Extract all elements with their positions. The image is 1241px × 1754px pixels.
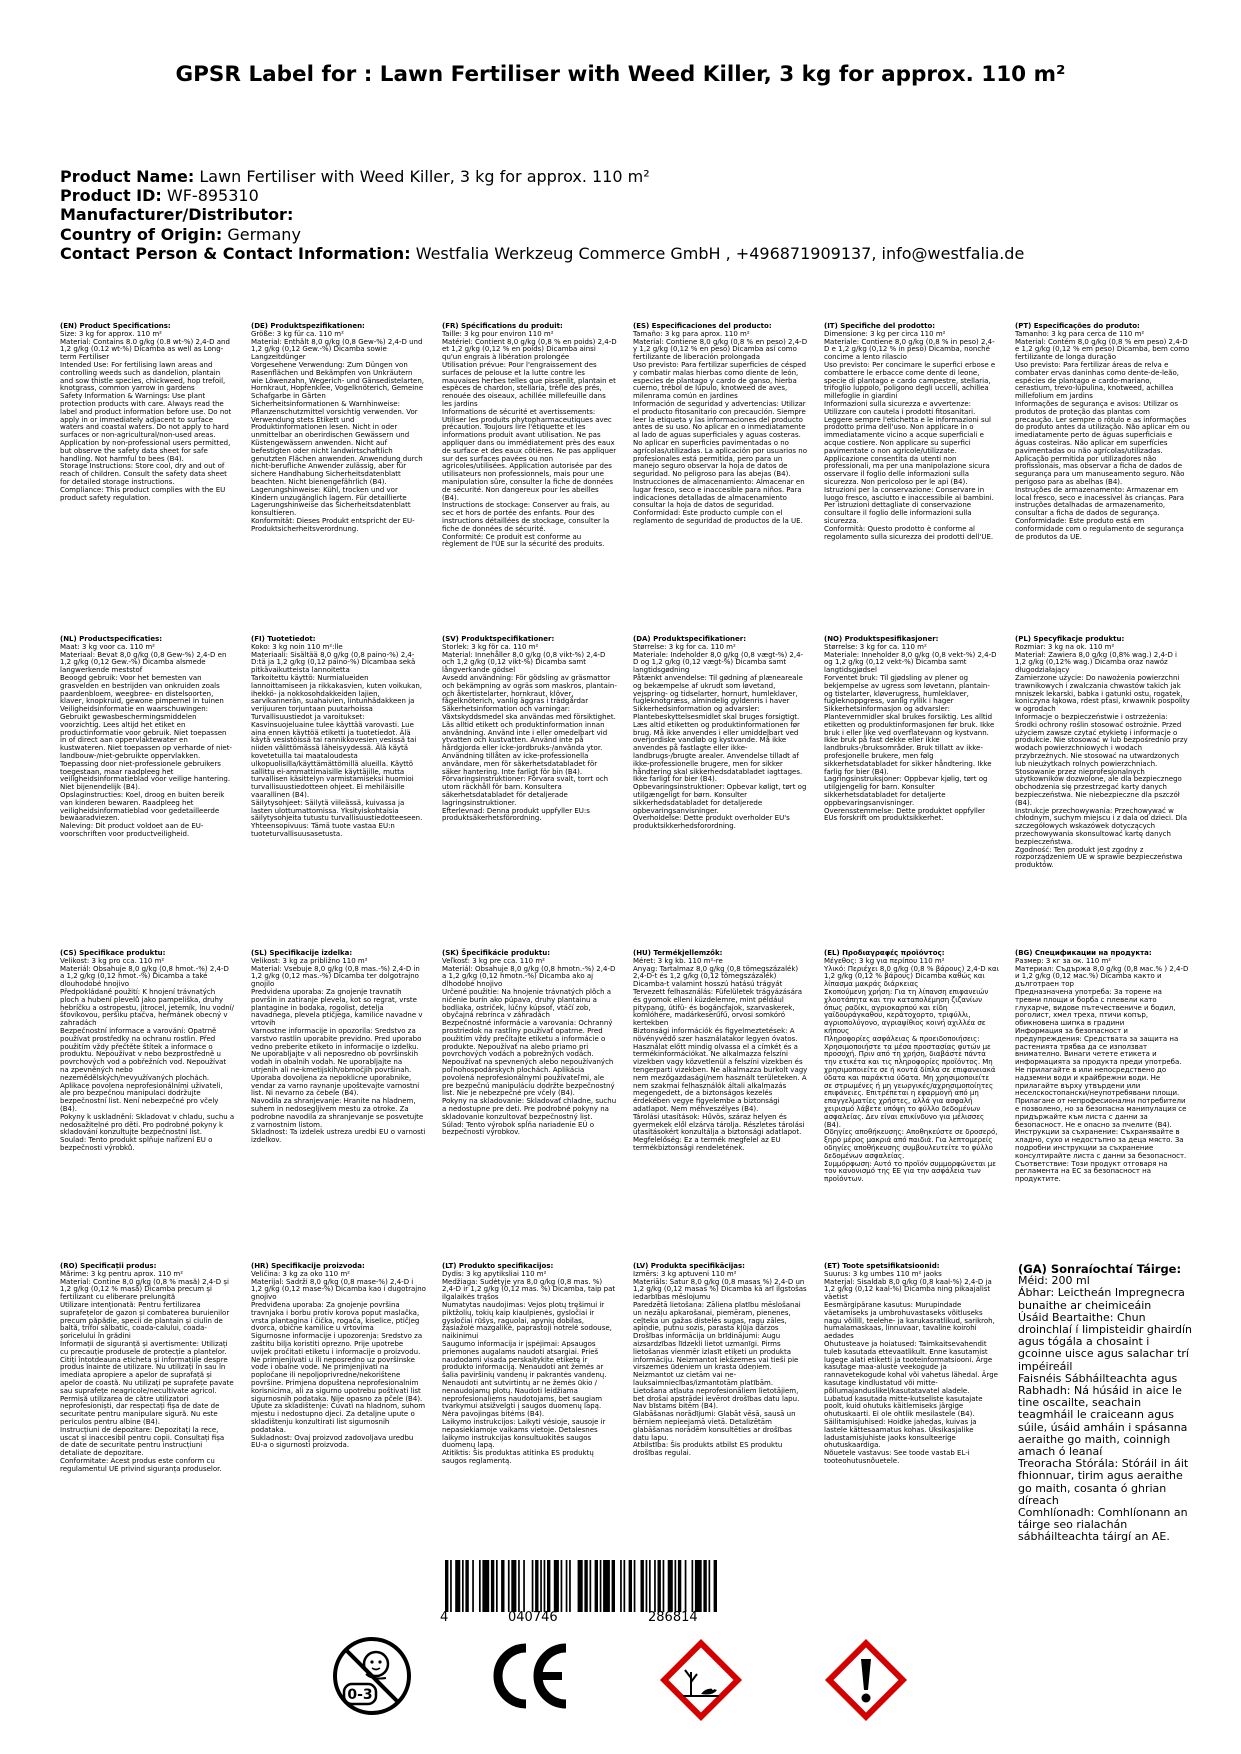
barcode-bar xyxy=(455,1560,460,1612)
product-id-value: WF-895310 xyxy=(166,186,259,206)
barcode-bar xyxy=(646,1560,648,1612)
barcode-bar xyxy=(624,1560,626,1612)
section-pt xyxy=(1015,322,1190,541)
section-title: (NO) Produktspesifikasjoner: xyxy=(824,635,939,643)
section-title: (SK) Špecifikácie produktu: xyxy=(442,949,551,957)
section-body: Størrelse: 3 kg for ca. 110 m² Materiale: Inneholder 8,0 g/kg (0,8 vekt-%) 2,4-D og 1,2 g/kg (0,12 vekt-%) Dicamba samt langtidsgjødsel Forventet bruk: Til gjødsling av plener og bekjempelse av ugress som løvetann, plantain- og tistelarter, kløverugress, humleklaver, fugleknoppgress, vanlig ryllik i hager Sikkerhetsinformasjon og advarsler: Plantevernmidler skal brukes forsiktig. Les alltid etiketten og produktinformasjonen før bruk. Ikke bruk i eller like ved overflatevann og kystvann. Ikke bruk på fast dekke eller ikke landbruks-/bruksområder. Bruk tillatt av ikke-profesjonelle brukere, men følg sikkerhetsdatabladet for sikker håndtering. Ikke farlig for bier (B4). Lagringsinstruksjoner: Oppbevar kjølig, tørt og utilgjengelig for barn. Konsulter sikkerhetsdatabladet for detaljerte oppbevaringsanvisninger. Overensstemmelse: Dette produktet oppfyller EUs forskrift om produktsikkerhet. xyxy=(824,642,997,823)
section-bg xyxy=(1015,950,1190,1250)
barcode-bar xyxy=(678,1560,681,1612)
section-title: (LV) Produkta specifikācijas: xyxy=(633,1262,745,1270)
barcode-bar xyxy=(554,1560,559,1612)
product-name-row xyxy=(60,167,1190,186)
section-lv xyxy=(633,1263,808,1543)
barcode-bar xyxy=(634,1560,636,1612)
section-body: Velikost: 3 kg pro cca. 110 m² Materiál: Obsahuje 8,0 g/kg (0,8 hmot.-%) 2,4-D a 1,2 g/kg (0,12 hmot.-%) Dicamba a také dlouhodobé hnojivo Předpokládané použití: K hnojení trávnatých ploch a hubení plevelů jako pampeliška, druhy hebríčku a ostropestu, jitrocel, jetemík, lnu vodní/šťovíkovou, peršiku ptačva, heřmánek obecný v zahradách Bezpečnostní informace a varování: Opatrně používat prostředky na ochranu rostlin. Před použitím vždy přečtěte štítek a informace o produktu. Nepoužívat v nebo bezprostředně u povrchových vod a pobřežních vod. Nepoužívat na zpevněných nebo nezemědělských/nevyužívaných plochách. Aplikace povolena neprofesionálními uživateli, ale pro bezpečnou manipulaci dodržujte bezpečnostní list. Není nebezpečné pro včely (B4). Pokyny k uskladnění: Skladovat v chladu, suchu a nedosažitelné pro děti. Pro podrobné pokyny k skladování konzultujte bezpečnostní list. Soulad: Tento produkt splňuje nařízení EU o bezpečnosti výrobků. xyxy=(60,956,235,1152)
section-pl xyxy=(1015,636,1190,871)
contact-value: Westfalia Werkzeug Commerce GmbH , +496871909137, info@westfalia.de xyxy=(415,243,1025,263)
barcode-bar xyxy=(472,1560,474,1612)
barcode-bar xyxy=(600,1560,602,1612)
section-body: Veličina: 3 kg za oko 110 m² Materijal: Sadrži 8,0 g/kg (0,8 mase-%) 2,4-D i 1,2 g/kg (0,12 mase-%) Dicamba kao i dugotrajno gnojivo Predviđena uporaba: Za gnojenje površina travnjaka i borbu protiv korova poput maslačka, vrsta plantagina i čička, rogača, kiselice, ptičjeg dvorca, obične kamilice u vrtovima Sigurnosne informacije i upozorenja: Sredstvo za zaštitu bilja koristiti oprezno. Prije upotrebe uvijek pročitati etiketu i informacije o proizvodu. Ne primjenjivati u ili neposredno uz površinske vode i obalne vode. Ne primjenjivati na popločane ili nepoljoprivredne/nekorištene površine. Primjena dopuštena neprofesionalnim korisnicima, ali za sigurno upotrebu poštivati list sigurnosnih podataka. Nije opasno za pčele (B4). Upute za skladištenje: Čuvati na hladnom, suhom mjestu i nedostupno djeci. Za detaljne upute o skladištenju konzultirati list sigurnosnih podataka. Sukladnost: Ovaj proizvod zadovoljava uredbu EU-a o sigurnosti proizvoda. xyxy=(251,1269,426,1450)
section-it xyxy=(824,322,999,541)
barcode-bar xyxy=(654,1560,656,1612)
section-title: (DA) Produktspecifikationer: xyxy=(633,635,747,643)
section-el xyxy=(824,950,999,1250)
section-de xyxy=(251,322,426,533)
not-for-children-0-3-icon xyxy=(330,1634,414,1718)
section-body: Tamanho: 3 kg para cerca de 110 m² Material: Contém 8,0 g/kg (0,8 % em peso) 2,4-D e 1,2 g/kg (0,12 % em peso) Dicamba, bem como fertilizante de longa duração Uso previsto: Para fertilizar áreas de relva e combater ervas daninhas como dente-de-leão, espécies de plantago e cardo-mariano, cerastium, trevo-lúpulina, knotweed, achillea millefolium em jardins Informações de segurança e avisos: Utilizar os produtos de proteção das plantas com precaução. Ler sempre o rótulo e as informações do produto antes da utilização. Não aplicar em ou imediatamente perto de águas superficiais e águas costeiras. Não aplicar em superfícies pavimentadas ou não agrícolas/utilizadas. Aplicação permitida por utilizadores não profissionais, mas observar a ficha de dados de segurança para um manuseamento seguro. Não perigoso para as abelhas (B4). Instruções de armazenamento: Armazenar em local fresco, seco e inacessível às crianças. Para instruções detalhadas de armazenamento, consultar a ficha de dados de segurança. Conformidade: Este produto está em conformidade com o regulamento de segurança de produtos da UE. xyxy=(1015,329,1190,541)
barcode-bar xyxy=(578,1560,583,1612)
barcode-bar xyxy=(462,1560,464,1612)
barcode-bar xyxy=(584,1560,587,1612)
section-title: (ES) Especificaciones del producto: xyxy=(633,322,772,330)
section-body: Méret: 3 kg kb. 110 m²-re Anyag: Tartalmaz 8,0 g/kg (0,8 tömegszázalék) 2,4-D-t és 1,2 g/kg (0,12 tömegszázalék) Dicamba-t valamint hosszú hatású trágyát Tervezett felhasználás: Füfelületek trágyázására és gyomok elleni küzdelemre, mint például pitypang, útifü- és bogáncfajok, szarvaskerek, komlóhere, madárkeserűfű, orvosi somkóró kertekben Biztonsági információk és figyelmeztetések: A növényvédő szer használatakor legyen óvatos. Használat előtt mindig olvassa el a címkét és a termékinformációkat. Ne alkalmazza felszíni vizekben vagy közvetlenül a felszíni vizekben és tengerparti vizekben. Ne alkalmazza burkolt vagy nem mezőgazdasági/nem használt területeken. A nem szakmai felhasználók általi alkalmazás megengedett, de a biztonságos kezelés érdekében vegye figyelembe a biztonsági adatlapot. Nem méhveszélyes (B4). Tárolási utasítások: Hűvös, száraz helyen és gyermekek elől elzárva tárolja. Részletes tárolási utasításokért konzultálja a biztonsági adatlapot. Megfelelőség: Ez a termék megfelel az EU termékbiztonsági rendeletének. xyxy=(633,956,808,1152)
barcode-bar xyxy=(668,1560,673,1612)
barcode-digits-right: 286814 xyxy=(648,1610,698,1625)
section-title: (DE) Produktspezifikationen: xyxy=(251,322,365,330)
barcode-bar xyxy=(692,1560,694,1612)
section-title: (CS) Specifikace produktu: xyxy=(60,949,166,957)
product-name-value: Lawn Fertiliser with Weed Killer, 3 kg for approx. 110 m² xyxy=(199,167,650,186)
barcode-digit-first: 4 xyxy=(440,1610,449,1625)
barcode-bar xyxy=(649,1560,651,1612)
country-label: Country of Origin: xyxy=(60,224,223,244)
section-body: Size: 3 kg for approx. 110 m² Material: Contains 8.0 g/kg (0.8 wt-%) 2,4-D and 1,2 g/kg (0.12 wt-%) Dicamba as well as Long-term Fertiliser Intended Use: For fertilising lawn areas and controlling weeds such as dandelion, plantain and sow thistle species, chickweed, hop trefoil, knotgrass, common yarrow in gardens Safety Information & Warnings: Use plant protection products with care. Always read the label and product information before use. Do not apply in or immediately adjacent to surface waters and coastal waters. Do not apply to hard surfaces or non-agricultural/non-used areas. Application by non-professional users permitted, but observe the safety data sheet for safe handling. Not harmful to bees (B4). Storage Instructions: Store cool, dry and out of reach of children. Consult the safety data sheet for detailed storage instructions. Compliance: This product complies with the EU product safety regulation. xyxy=(60,329,232,502)
barcode-bar xyxy=(523,1560,525,1612)
section-sk xyxy=(442,950,617,1250)
section-title: (PL) Specyfikacje produktu: xyxy=(1015,635,1125,643)
section-title: (PT) Especificações do produto: xyxy=(1015,322,1140,330)
section-no xyxy=(824,636,999,871)
section-body: Maat: 3 kg voor ca. 110 m² Materiaal: Bevat 8,0 g/kg (0,8 Gew-%) 2,4-D en 1,2 g/kg (0,12 Gew.-%) Dicamba alsmede langwerkende meststof Beoogd gebruik: Voor het bemesten van grasvelden en bestrijden van onkruiden zoals paardenbloem, weegbree- en distelsoorten, klaver, knopkruid, gewone pimpernel in tuinen Veiligheidsinformatie en waarschuwingen: Gebruikt gewasbeschermingsmiddelen voorzichtig. Lees altijd het etiket en productinformatie voor gebruik. Niet toepassen in of direct aan oppervlaktewater en kustwateren. Niet toepassen op verharde of niet-landbouw-/niet-gebruikte oppervlakken. Toepassing door niet-professionele gebruikers toegestaan, maar raadpleeg het veiligheidsinformatieblad voor veilige hantering. Niet bijenendelijk (B4). Opslaginstructies: Koel, droog en buiten bereik van kinderen bewaren. Raadpleeg het veiligheidsinformatieblad voor gedetailleerde bewaaradviezen. Naleving: Dit product voldoet aan de EU-voorschriften voor productveiligheid. xyxy=(60,642,232,838)
section-body: Velikost: 3 kg za približno 110 m² Material: Vsebuje 8,0 g/kg (0,8 mas.-%) 2,4-D in 1,2 g/kg (0,12 mas.-%) Dicamba ter dolgotrajno gnojilo Predvidena uporaba: Za gnojenje travnatih površin in zatiranje plevela, kot so regrat, vrste plantagine in bodaka, rogolist, detelja navadnega, plevela ptičjega, kamilice navadne v vrtovih Varnostne informacije in opozorila: Sredstvo za varstvo rastlin uporabite previdno. Pred uporabo vedno preberite etiketo in informacije o izdelku. Ne uporabljajte v ali neposredno ob površinskih vodah in obalnih vodah. Ne uporabljajte na utrjenih ali ne-kmetijskih/območjih površinah. Uporaba dovoljena za nepoklicne uporabnike, vendar za varno ravnanje upoštevajte varnostni list. Ni nevarno za čebele (B4). Navodila za shranjevanje: Hranite na hladnem, suhem in nedosegljivem mestu za otroke. Za podrobne navodila za shranjevanje se posvetujte z varnostnim listom. Skladnost: Ta izdelek ustreza uredbi EU o varnosti izdelkov. xyxy=(251,956,426,1145)
ghs09-environment-hazard-icon xyxy=(655,1634,747,1726)
barcode-bar xyxy=(479,1560,481,1612)
barcode-bar xyxy=(518,1560,520,1612)
section-body: Størrelse: 3 kg for ca. 110 m² Materiale: Indeholder 8,0 g/kg (0,8 vægt-%) 2,4-D og 1,2 g/kg (0,12 vægt-%) Dicamba samt langtidsgødning Påtænkt anvendelse: Til gødning af plæneareale og bekæmpelse af ukrudt som løvetand, vejspring- og tidselarter, hornurt, humleklaver, fugleknotgræss, almindelig gyldenris i haver Sikkerhedsinformation og advarsler: Plantebeskyttelsesmidlet skal bruges forsigtigt. Læs altid etiketten og produktinformationen før brug. Må ikke anvendes i eller umiddelbart ved overjordiske vandløb og kystvande. Må ikke anvendes på fastlagte eller ikke-landbrugs-/brugte arealer. Anvendelse tilladt af ikke-professionelle brugere, men for sikker håndtering skal sikkerhedsdatabladet iagttages. Ikke farligt for bier (B4). Opbevaringsinstruktioner: Opbevar køligt, tørt og utilgængeligt for børn. Konsulter sikkerhedsdatabladet for detaljerede opbevaringsanvisninger. Overholdelse: Dette produkt overholder EU's produktsikkerhedsforordning. xyxy=(633,642,807,831)
manufacturer-row xyxy=(60,205,1190,224)
barcode-bar xyxy=(482,1560,489,1612)
section-title: (RO) Specificații produs: xyxy=(60,1262,157,1270)
barcode-bar xyxy=(547,1560,550,1612)
barcode-bar xyxy=(641,1560,644,1612)
manufacturer-label: Manufacturer/Distributor: xyxy=(60,205,294,225)
section-hr xyxy=(251,1263,426,1543)
section-body: Koko: 3 kg noin 110 m²:lle Materiaali: Sisältää 8,0 g/kg (0,8 paino-%) 2,4-D:tä ja 1,2 g/kg (0,12 paino-%) Dicambaa sekä pitkävaikutteista lannoitetta Tarkoitettu käyttö: Nurmialueiden lannoittamiseen ja rikkakasvien, kuten voikukan, ihekkö- ja nokkosohdakkeiden lajien, sarvikannerän, suahaivien, lintunhädakkeen ja verijuuren torjuntaan puutarhoissa Turvallisuustiedot ja varoitukset: Kasvinsuojeluaine tulee käyttää varovasti. Lue aina ennen käyttöä etiketti ja tuotetiedot. Älä käytä vesistöissä tai rannikkovesien vesissä tai niiden välittömässä läheisyydessä. Älä käytä kovetetuilla tai maataloudesta ulkopuolisilla/käyttämättömillä alueilla. Käyttö sallittu ei-ammattimaisille käyttäjille, mutta turvallisen käsittelyn varmistamiseksi huomioi turvallisuustiedotteen ohjeet. Ei mehiläisille vaarallinen (B4). Säilytysohjeet: Säilytä viileässä, kuivassa ja lasten ulottumattomissa. Yksityiskohtaisia säilytysohjeita tutustu turvallisuustiedotteeseen. Yhteensopivuus: Tämä tuote vastaa EU:n tuoteturvallisuusasetusta. xyxy=(251,642,423,838)
barcode-bar xyxy=(620,1560,622,1612)
barcode-bar xyxy=(501,1560,504,1612)
barcode-bar xyxy=(612,1560,615,1612)
section-sl xyxy=(251,950,426,1250)
section-title: (HU) Termékjellemzők: xyxy=(633,949,723,957)
section-hu xyxy=(633,950,808,1250)
barcode-bar xyxy=(709,1560,711,1612)
section-et xyxy=(824,1263,999,1543)
barcode-bar xyxy=(629,1560,632,1612)
barcode-bar xyxy=(535,1560,538,1612)
barcode-bar xyxy=(658,1560,661,1612)
section-da xyxy=(633,636,808,871)
barcode-bar xyxy=(491,1560,494,1612)
section-body: Taille: 3 kg pour environ 110 m² Matériel: Contient 8,0 g/kg (0,8 % en poids) 2,4-D et 1,2 g/kg (0,12 % en poids) Dicamba ainsi qu'un engrais à libération prolongée Utilisation prévue: Pour l'engraissement des surfaces de pelouse et la lutte contre les mauvaises herbes telles que pissenlit, plantain et espèces de chardon, stellaria, trèfle des prés, renouée des oiseaux, achillée millefeuille dans les jardins Informations de sécurité et avertissements: Utiliser les produits phytopharmaceutiques avec précaution. Toujours lire l'étiquette et les informations produit avant utilisation. Ne pas appliquer dans ou immédiatement près des eaux de surface et des eaux côtières. Ne pas appliquer sur des surfaces pavées ou non agricoles/utilisées. Application autorisée par des utilisateurs non professionnels, mais pour une manipulation sûre, consulter la fiche de données de sécurité. Non dangereux pour les abeilles (B4). Instructions de stockage: Conserver au frais, au sec et hors de portée des enfants. Pour des instructions détaillées de stockage, consulter la fiche de données de sécurité. Conformité: Ce produit est conforme au règlement de l'UE sur la sécurité des produits. xyxy=(442,329,617,549)
product-id-label: Product ID: xyxy=(60,186,162,206)
ghs07-exclamation-mark-icon xyxy=(820,1634,912,1726)
section-ro xyxy=(60,1263,235,1543)
page-title: GPSR Label for : Lawn Fertiliser with Weed Killer, 3 kg for approx. 110 m² xyxy=(175,62,1066,87)
section-title: (NL) Productspecificaties: xyxy=(60,635,163,643)
barcode-bar xyxy=(532,1560,534,1612)
section-nl xyxy=(60,636,235,871)
barcode-bar xyxy=(511,1560,516,1612)
section-sv xyxy=(442,636,617,871)
product-id-row xyxy=(60,186,1190,205)
barcode-bar xyxy=(714,1560,717,1612)
product-name-label: Product Name: xyxy=(60,167,195,186)
section-body: Mărime: 3 kg pentru aprox. 110 m² Material: Contine 8,0 g/kg (0,8 % masă) 2,4-D și 1,2 g/kg (0,12 % masă) Dicamba precum și fertilizant cu eliberare prelungită Utilizare intenționată: Pentru fertilizarea suprafețelor de gazon și combaterea buruienilor precum păpădie, specii de plantain și ciulin de baltă, trifoi sălbatic, coada-calului, coada-șoricelului în grădini Informații de siguranță și avertismente: Utilizați cu precauție produsele de protecție a plantelor. Citiți întotdeauna eticheta și informațiile despre produs înainte de utilizare. Nu utilizați în sau în imediata apropiere a apelor de suprafață și apelor de coastă. Nu utilizați pe suprafețe pavate sau suprafețe neagricole/necultivate agricol. Permisă utilizarea de către utilizatori neprofesioniști, dar respectați fișa de date de securitate pentru manipulare sigură. Nu este periculos pentru albine (B4). Instrucțiuni de depozitare: Depozitați la rece, uscat și inaccesibil pentru copii. Consultați fișa de date de securitate pentru instrucțiuni detaliate de depozitare. Conformitate: Acest produs este conform cu regulamentul UE privind siguranța produselor. xyxy=(60,1269,234,1473)
section-body: Suurus: 3 kg umbes 110 m² jaoks Materjal: Sisaldab 8,0 g/kg (0,8 kaal-%) 2,4-D ja 1,2 g/kg (0,12 kaal-%) Dicamba ning pikaajalist väetist Eesmärgipärane kasutus: Murupindade väetamiseks ja umbrohuvastaseks võitluseks nagu võilill, teelehe- ja karukasratlikud, sarikroh, humalamaskaas, linnuvaar, tavaline koirohi aedades Ohutusteave ja hoiatused: Taimkaitsevahendit tuleb kasutada ettevaatlikult. Enne kasutamist lugege alati etiketti ja tooteinformatsiooni. Ärge kasutage maa-aluste veekogude ja rannavetekogude kohal või vahetus lähedal. Ärge kasutage kindlustatud või mitte-põllumajanduslikel/kasutatavatel aladele. Lubatud kasutada mitte-kutseliste kasutajate poolt, kuid ohutuks käitlemiseks järgige ohutuskaarti. Ei ole ohtlik mesilastele (B4). Säilitamisjuhised: Hoidke jahedas, kuivas ja lastele kättesaamatus kohas. Üksikasjalike ladustamisjuhiste jaoks konsulteerige ohutuskaardiga. Nõuetele vastavus: See toode vastab EL-i tooteohutusnõuetele. xyxy=(824,1269,998,1465)
section-body: Méid: 200 ml Ábhar: Leictheán Impregnecra bunaithe ar cheimiceáin Úsáid Beartaithe: Chun droinchlaí í Iimpisteidir ghairdín agus tógála a chosaint i gcoinne uisce agus salachar trí impéireáil Faisnéis Sábháilteachta agus Rabhadh: Ná húsáid in aice le tine oscailte, seachain teagmháil le craiceann agus súile, úsáid amháin i spásanna aeraithe go maith, coinnigh amach ó leanaí Treoracha Stórála: Stóráil in áit fhionnuar, tirim agus aeraithe go maith, cosanta ó ghrian díreach Comhlíonadh: Comhlíonann an táirge seo rialachán sábháilteachta táirgí an AE. xyxy=(1018,1274,1193,1544)
barcode-digits-left: 040746 xyxy=(508,1610,558,1625)
barcode-bar xyxy=(508,1560,510,1612)
section-body: Dimensione: 3 kg per circa 110 m² Materiale: Contiene 8,0 g/kg (0,8 % in peso) 2,4-D e 1,2 g/kg (0,12 % in peso) Dicamba, nonché concime a lento rilascio Uso previsto: Per concimare le superfici erbose e combattere le erbacce come dente di leone, specie di plantago e cardo campestre, stellaria, trifoglio luppolo, poligono degli uccelli, achillea millefoglie in giardini Informazioni sulla sicurezza e avvertenze: Utilizzare con cautela i prodotti fitosanitari. Leggere sempre l'etichetta e le informazioni sul prodotto prima dell'uso. Non applicare in o immediatamente vicino a acque superficiali e acque costiere. Non applicare su superfici pavimentate o non agricole/utilizzate. Applicazione consentita da utenti non professionali, ma per una manipolazione sicura osservare il foglio delle informazioni sulla sicurezza. Non pericoloso per le api (B4). Istruzioni per la conservazione: Conservare in luogo fresco, asciutto e inaccessibile ai bambini. Per istruzioni dettagliate di conservazione consultare il foglio delle informazioni sulla sicurezza. Conformità: Questo prodotto è conforme al regolamento sulla sicurezza dei prodotti dell'UE. xyxy=(824,329,996,541)
barcode-bar xyxy=(703,1560,706,1612)
section-body: Größe: 3 kg für ca. 110 m² Material: Enthält 8,0 g/kg (0,8 Gew-%) 2,4-D und 1,2 g/kg (0,12 Gew.-%) Dicamba sowie Langzeitdünger Vorgesehene Verwendung: Zum Düngen von Rasenflächen und Bekämpfen von Unkräutern wie Löwenzahn, Wegerich- und Gänsedistelarten, Hornkraut, Hopfenklee, Vogelknöterich, Gemeine Schafgarbe in Gärten Sicherheitsinformationen & Warnhinweise: Pflanzenschutzmittel vorsichtig verwenden. Vor Verwendung stets Etikett und Produktinformationen lesen. Nicht in oder unmittelbar an oberirdischen Gewässern und Küstengewässern anwenden. Nicht auf befestigten oder nicht landwirtschaftlich genutzten Flächen anwenden. Anwendung durch nicht-berufliche Anwender zulässig, aber für sichere Handhabung Sicherheitsdatenblatt beachten. Nicht bienengefährlich (B4). Lagerungshinweise: Kühl, trocken und vor Kindern unzugänglich lagern. Für detaillierte Lagerungshinweise das Sicherheitsdatenblatt konsultieren. Konformität: Dieses Produkt entspricht der EU-Produktsicherheitsverordnung. xyxy=(251,329,425,533)
section-title: (GA) Sonraíochtaí Táirge: xyxy=(1018,1262,1182,1276)
section-lt xyxy=(442,1263,617,1543)
ean-barcode xyxy=(445,1560,719,1612)
section-title: (BG) Спецификации на продукта: xyxy=(1015,949,1152,957)
section-body: Storlek: 3 kg för ca. 110 m² Material: Innehåller 8,0 g/kg (0,8 vikt-%) 2,4-D och 1,2 g/kg (0,12 vikt-%) Dicamba samt långverkande gödsel Avsedd användning: För gödsling av gräsmattor och bekämpning av ogräs som maskros, plantain- och åkertistelarter, hornkraut, klöver, fågelknöterich, vanlig äggras i trädgårdar Säkerhetsinformation och varningar: Växtskyddsmedel ska användas med försiktighet. Läs alltid etikett och produktinformation innan användning. Använd inte i eller omedelbart vid ytvatten och kustvatten. Använd inte på hårdgjorda eller icke-jordbruks-/använda ytor. Användning tillåten av icke-professionella användare, men för säkerhetsdatabladet för säker hantering. Inte farligt för bin (B4). Förvaringsinstruktioner: Förvara svalt, torrt och utom räckhåll för barn. Konsultera säkerhetsdatabladet för detaljerade lagringsinstruktioner. Efterlevnad: Denna produkt uppfyller EU:s produktsäkerhetsförordning. xyxy=(442,642,617,823)
section-body: Dydis: 3 kg apytiksliai 110 m² Medžiaga: Sudėtyje yra 8,0 g/kg (0,8 mas. %) 2,4-D ir 1,2 g/kg (0,12 mas. %) Dicamba, taip pat ilgalaikės trąšos Numatytas naudojimas: Vejos plotų tręšimui ir piktžolių, tokių kaip kiaulpienės, gysločiai ir gysločiai rūšys, raguolai, apynių dobilas, žąsiažolė mazgalikė, paprastoji notrelė sodouse, naikinimui Saugumo informacija ir įspėjimai: Apsaugos priemones augalams naudoti atsargiai. Prieš naudodami visada perskaitykite etiketę ir produkto informaciją. Nenaudoti ant žemės ar šalia paviršinių vandenų ir pakrantės vandenų. Nenaudoti ant sutvirtintų ar ne žemės ūkio / nenaudojamų plotų. Naudoti leidžiama neprofesionaliems naudotojams, bet saugiam tvarkymui atsižvelgti į saugos duomenų lapą. Nėra pavojingas bitėms (B4). Laikymo instrukcijos: Laikyti vėsioje, sausoje ir nepasiekiamoje vaikams vietoje. Detalesnes laikymo instrukcijas konsultuokitės saugos duomenų lapą. Atitiktis: Šis produktas atitinka ES produktų saugos reglamentą. xyxy=(442,1269,616,1465)
contact-row xyxy=(60,244,1190,263)
section-cs xyxy=(60,950,235,1250)
section-fr xyxy=(442,322,617,549)
barcode-bar xyxy=(561,1560,563,1612)
section-es xyxy=(633,323,808,528)
barcode-bar xyxy=(595,1560,598,1612)
barcode-bar xyxy=(465,1560,468,1612)
section-body: Rozmiar: 3 kg na ok. 110 m² Materiał: Zawiera 8,0 g/kg (0,8% wag.) 2,4-D i 1,2 g/kg (0,12% wag.) Dicamba oraz nawóz długodziałający Zamierzone użycie: Do nawożenia powierzchni trawnikowych i zwalczania chwastów takich jak mniszek lekarski, babka i gatunki ostu, rogatek, koniczyna łąkowa, rdest ptasi, krwawnik pospolity w ogrodach Informacje o bezpieczeństwie i ostrzeżenia: Środki ochrony roślin stosować ostrożnie. Przed użyciem zawsze czytać etykietę i informacje o produkcie. Nie stosować w lub bezpośrednio przy wodach powierzchniowych i wodach przybrzeżnych. Nie stosować na utwardzonych lub nieużytkach rolnych powierzchniach. Stosowanie przez nieprofesjonalnych użytkowników dozwolone, ale dla bezpiecznego obchodzenia się przestrzegać karty danych bezpieczeństwa. Nie niebezpieczne dla pszczół (B4). Instrukcje przechowywania: Przechowywać w chłodnym, suchym miejscu i z dala od dzieci. Dla szczegółowych wskazówek dotyczących przechowywania skonsultować kartę danych bezpieczeństwa. Zgodność: Ten produkt jest zgodny z rozporządzeniem UE w sprawie bezpieczeństwa produktów. xyxy=(1015,642,1190,870)
section-title: (EN) Product Specifications: xyxy=(60,322,171,330)
section-body: Tamaño: 3 kg para aprox. 110 m² Material: Contiene 8,0 g/kg (0,8 % en peso) 2,4-D y 1,2 g/kg (0,12 % en peso) Dicamba así como fertilizante de liberación prolongada Uso previsto: Para fertilizar superficies de césped y combatir malas hierbas como diente de león, especies de plantago y cardo de ganso, hierba cuerno, trébol de lúpulo, knotweed de aves, milenrama común en jardines Información de seguridad y advertencias: Utilizar el producto fitosanitario con precaución. Siempre leer la etiqueta y las informaciones del producto antes de su uso. No aplicar en o inmediatamente al lado de aguas superficiales y aguas costeras. No aplicar en superficies pavimentadas o no agrícolas/utilizadas. La aplicación por usuarios no profesionales está permitida, pero para un manejo seguro observar la hoja de datos de seguridad. No peligroso para las abejas (B4). Instrucciones de almacenamiento: Almacenar en lugar fresco, seco e inaccesible para niños. Para indicaciones detalladas de almacenamiento consultar la hoja de datos de seguridad. Conformidad: Este producto cumple con el reglamento de seguridad de productos de la UE. xyxy=(633,329,808,525)
barcode-bar xyxy=(566,1560,568,1612)
barcode-bar xyxy=(450,1560,452,1612)
barcode-bar xyxy=(663,1560,665,1612)
section-title: (SL) Specifikacije izdelka: xyxy=(251,949,353,957)
section-title: (IT) Specifiche del prodotto: xyxy=(824,322,936,330)
barcode-bar xyxy=(675,1560,677,1612)
barcode-bar xyxy=(544,1560,546,1612)
section-title: (LT) Produkto specifikacijos: xyxy=(442,1262,554,1270)
product-info xyxy=(60,167,1190,263)
section-title: (FI) Tuotetiedot: xyxy=(251,635,316,643)
section-fi xyxy=(251,636,426,871)
section-title: (ET) Toote spetsifikatsioonid: xyxy=(824,1262,940,1270)
barcode-bar xyxy=(695,1560,702,1612)
barcode-bar xyxy=(445,1560,448,1612)
section-ga xyxy=(1018,1263,1193,1544)
country-value: Germany xyxy=(227,224,301,244)
barcode-bar xyxy=(496,1560,498,1612)
section-title: (HR) Specifikacije proizvoda: xyxy=(251,1262,365,1270)
barcode-bar xyxy=(569,1560,571,1612)
country-row xyxy=(60,225,1190,244)
section-en xyxy=(60,323,235,528)
age-label: 0-3 xyxy=(347,1687,373,1703)
section-body: Izmērs: 3 kg aptuveni 110 m² Materiāls: Satur 8,0 g/kg (0,8 masas %) 2,4-D un 1,2 g/kg (0,12 masas %) Dicamba kā arī ilgstošas iedarbības mēslojumu Paredzētā lietošana: Zāliena platību mēslošanai un nezāļu apkarošanai, piemēram, pienenes, ceļteka un gažas distelės sugas, ragu zāles, apiņdie, putnu sozis, parasta kļūja dārzos Drošības informācija un brīdinājumi: Augu aizsardzības līdzekli lietot uzmanīgi. Pirms lietošanas vienmēr izlasīt etiķeti un produkta informāciju. Neizmantot iekšzemes vai tieši pie virszemes ūdeniem un krasta ūdeņiem. Neizmantot uz cietām vai ne-lauksaimniecības/izmantotām platībām. Lietošana atļauta neprofesionāliem lietotājiem, bet drošai apstrādei ievērot drošības datu lapu. Nav bīstams bitēm (B4). Glabāšanas norādījumi: Glabāt vēsā, sausā un bērniem nepieejamā vietā. Detalizētām glabāšanas norādēm konsultēties ar drošības datu lapu. Atbilstība: Šis produkts atbilst ES produktu drošības regulai. xyxy=(633,1269,807,1458)
barcode-bar xyxy=(590,1560,592,1612)
barcode-bar xyxy=(540,1560,542,1612)
section-title: (SV) Produktspecifikationer: xyxy=(442,635,555,643)
section-title: (FR) Spécifications du produit: xyxy=(442,322,563,330)
section-body: Veľkosť: 3 kg pre cca. 110 m² Materiál: Obsahuje 8,0 g/kg (0,8 hmotn.-%) 2,4-D a 1,2 g/kg (0,12 hmotn.-%) Dicamba ako aj dlhodobé hnojivo Určené použitie: Na hnojenie trávnatých plôch a ničenie burín ako púpava, druhy plantainu a bodliaka, ostriček, lúčny kúpsof, vtáčí zob, obyčajná rebrínca v záhradách Bezpečnostné informácie a varovania: Ochranný prostriedok na rastliny používať opatrne. Pred použitím vždy prečítajte etiketu a informácie o produkte. Nepoužívať na alebo priamo pri povrchových vodách a pobrežných vodách. Nepoužívať na spevnených alebo nepoužívaných poľnohospodárskych plochách. Aplikácia povolená neprofesionálnymi používateľmi, ale pre bezpečnú manipuláciu dodržte bezpečnostný list. Nie je nebezpečné pre včely (B4). Pokyny na skladovanie: Skladovať chladne, suchu a nedostupne pre deti. Pre podrobné pokyny na skladovanie konzultovať bezpečnostný list. Súlad: Tento výrobok spĺňa nariadenie EÚ o bezpečnosti výrobkov. xyxy=(442,956,617,1137)
contact-label: Contact Person & Contact Information: xyxy=(60,243,411,263)
barcode-bar xyxy=(685,1560,687,1612)
barcode-bar xyxy=(603,1560,610,1612)
section-body: Размер: 3 кг за ок. 110 m² Материал: Съдържа 8,0 g/kg (0,8 мас.% ) 2,4-D и 1,2 g/kg (0,12 мас.%) Dicamba както и дълготраен тор Предназначена употреба: За торене на тревни площи и борба с плевели като глухарче, видове пътечествениче и бодил, роголист, хмел треха, птичи копър, обикновена шипка в градини Информация за безопасност и предупреждения: Средствата за защита на растенията трябва да се използват внимателно. Винаги четете етикета и информацията за продукта преди употреба. Не прилагайте в или непосредствено до надземни води и крайбрежни води. Не прилагайте върху утвърдени или неселскостопански/неупотребявани площи. Прилагане от непрофесионални потребители е позволено, но за безопасна манипулация се придържайте към листа с данни за безопасност. Не е опасно за пчелите (B4). Инструкции за съхранение: Съхранявайте в хладно, сухо и недостъпно за деца място. За подробни инструкции за съхранение консултирайте листа с данни за безопасност. Съответствие: Този продукт отговаря на регламента на ЕС за безопасност на продуктите. xyxy=(1015,956,1189,1184)
barcode-bars xyxy=(445,1560,717,1612)
ce-mark-icon xyxy=(490,1634,574,1718)
section-title: (EL) Προδιαγραφές προϊόντος: xyxy=(824,949,945,957)
section-body: Μέγεθος: 3 kg για περίπου 110 m² Υλικό: Περιέχει 8,0 g/kg (0,8 % βάρους) 2,4-D και 1,2 g/kg (0,12 % βάρους) Dicamba καθώς και λίπασμα μακράς διάρκειας Σκοπούμενη χρήση: Για τη λίπανση επιφανειών χλοοτάπητα και την καταπολέμηση ζιζανίων όπως ραδίκι, αγριοκαρπού και είδη γαϊδουράγκαθου, κεράτοχορτο, τριφύλλι, αγριοπολύγονο, αγριαψίθιος κοινή αχιλλέα σε κήπους Πληροφορίες ασφάλειας & προειδοποιήσεις: Χρησιμοποιήστε τα μέσα προστασίας φυτών με προσοχή. Πριν από τη χρήση, διαβάστε πάντα την ετικέτα και τις πληροφορίες προϊόντος. Μη χρησιμοποιείτε σε ή κοντά δίπλα σε επιφανειακά ύδατα και παράκτια ύδατα. Μη χρησιμοποιείτε σε στρωμένες ή μη γεωργικές/αχρησιμοποίητες επιφάνειες. Επιτρέπεται η εφαρμογή από μη επαγγελματίες χρήστες, αλλά για ασφαλή χειρισμό λάβετε υπόψη το φύλλο δεδομένων ασφαλείας. Δεν είναι επικίνδυνο για μέλισσες (B4). Οδηγίες αποθήκευσης: Αποθηκεύστε σε δροσερό, ξηρό μέρος μακριά από παιδιά. Για λεπτομερείς οδηγίες αποθήκευσης συμβουλευτείτε το φύλλο δεδομένων ασφαλείας. Συμμόρφωση: Αυτό το προϊόν συμμορφώνεται με τον κανονισμό της ΕΕ για την ασφάλεια των προϊόντων. xyxy=(824,956,999,1184)
